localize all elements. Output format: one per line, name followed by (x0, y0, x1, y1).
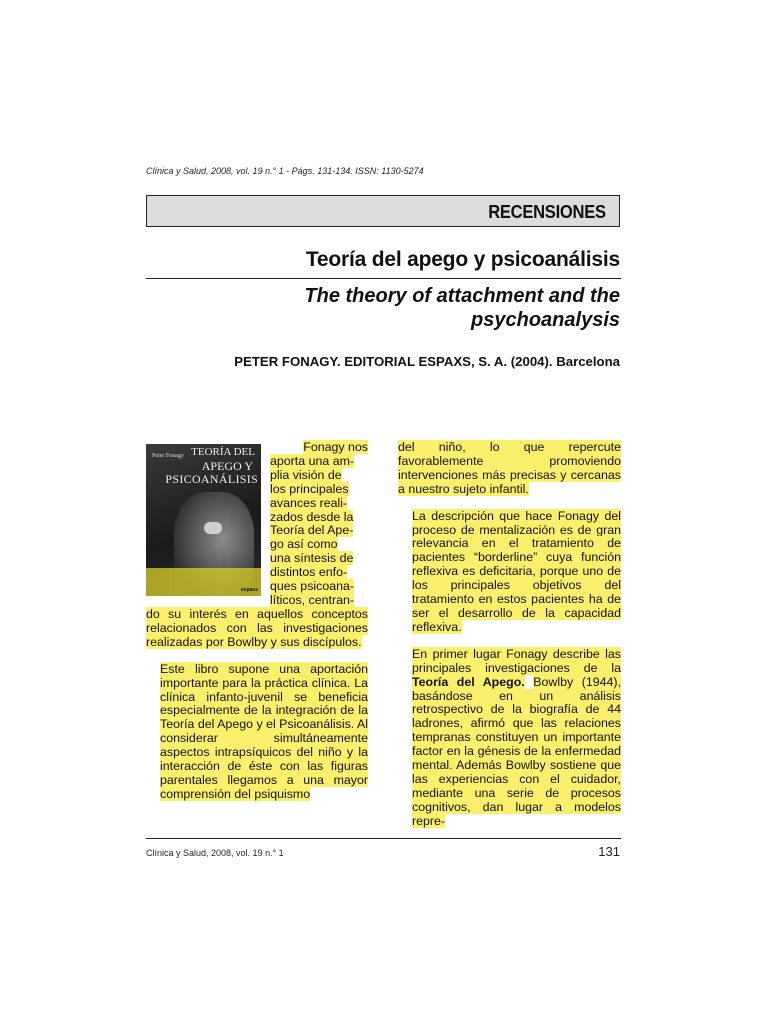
article-title-english (200, 284, 620, 332)
wrap-line: go así como (270, 537, 338, 552)
paragraph-1: del niño, lo que repercute favorablemente promoviendo intervenciones más precisas y cercanas a nuestro sujeto infantil. (398, 440, 621, 496)
paragraph-3-start: En primer lugar Fonagy describe las principales investigaciones de la (412, 646, 621, 675)
paragraph-2: La descripción que hace Fonagy del proceso de mentalización es de gran relevancia en el tratamiento de pacientes “borderline” cuya función reflexiva es deficitaria, porque uno de los principales objetivos del tratamiento en estos pacientes ha de ser el desarrollo de la capacidad reflexiva. (412, 508, 621, 634)
cover-title-line1: TEORÍA DEL (191, 446, 255, 458)
journal-citation: Clínica y Salud, 2008, vol. 19 n.° 1 - Págs. 131-134. ISSN: 1130-5274 (146, 166, 424, 176)
column-1-wrapped-text (270, 441, 368, 608)
wrap-line: líticos, centran- (270, 592, 355, 607)
wrap-line: Fonagy nos (303, 440, 368, 454)
footer-divider (146, 838, 621, 839)
wrap-line: aporta una am- (270, 453, 355, 468)
wrap-line: avances reali- (270, 495, 348, 510)
wrap-line: Teoría del Ape- (270, 523, 354, 538)
wrap-line: plia visión de (270, 467, 342, 482)
paragraph-2: Este libro supone una aportación importante para la práctica clínica. La clínica infanto-juvenil se beneficia especialmente de la integración de la Teoría del Apego y el Psicoanálisis. Al considerar simultáneamente aspectos intrapsíquicos del niño y la interacción de éste con las figuras parentales llegamos a una mayor comprensión del psiquismo (160, 661, 369, 801)
wrap-line: una síntesis de (270, 551, 354, 566)
column-1-text (146, 608, 368, 802)
title-en-line1: The theory of attachment and the (304, 285, 620, 307)
cover-photo-hand (204, 522, 222, 534)
section-header-box (146, 195, 620, 227)
paragraph-3-bold-term: Teoría del Apego. (412, 674, 525, 689)
paragraph-1-continued: do su interés en aquellos conceptos relacionados con las investigaciones realizadas por Bowlby y sus discípulos. (146, 607, 368, 649)
book-cover-image (146, 444, 261, 596)
title-en-line2: psychoanalysis (471, 309, 620, 331)
page-number: 131 (598, 844, 620, 859)
paragraph-3-rest: Bowlby (1944), basándose en un análisis retrospectivo de la biografía de 44 ladrones, afirmó que las relaciones tempranas constituyen un importante factor en la génesis de la enfermedad mental. Además Bowlby sostiene que las experiencias con el cuidador, mediante una serie de procesos cognitivos, dan lugar a modelos repre- (412, 674, 621, 828)
wrap-line: ques psicoana- (270, 579, 355, 594)
cover-title-line2: APEGO Y (201, 459, 253, 473)
footer-citation: Clínica y Salud, 2008, vol. 19 n.° 1 (146, 848, 284, 858)
wrap-line: los principales (270, 481, 349, 496)
section-label: RECENSIONES (488, 202, 606, 222)
article-title-spanish: Teoría del apego y psicoanálisis (305, 248, 620, 271)
title-divider (146, 278, 621, 279)
cover-title-line3: PSICOANÁLISIS (165, 472, 258, 486)
cover-publisher-logo: espaxs (241, 587, 258, 593)
review-byline: PETER FONAGY. EDITORIAL ESPAXS, S. A. (2004). Barcelona (234, 354, 620, 369)
wrap-line: distintos enfo- (270, 565, 348, 580)
cover-author: Peter Fonagy (152, 453, 184, 459)
wrap-line: zados desde la (270, 509, 354, 524)
column-2-text (398, 441, 621, 829)
